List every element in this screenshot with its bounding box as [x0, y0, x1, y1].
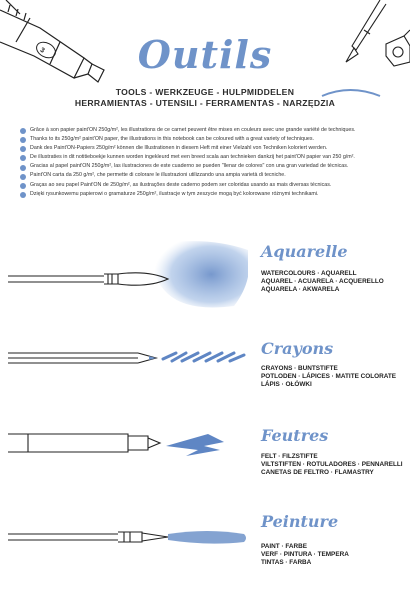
flag-icon	[20, 183, 26, 189]
pencil-icon	[8, 337, 248, 407]
flag-icon	[20, 128, 26, 134]
felt-pen-icon	[8, 424, 248, 494]
subtitle-line-2: HERRAMIENTAS - UTENSILI - FERRAMENTAS - NARZĘDZIA	[74, 98, 336, 108]
list-item: Graças ao seu papel Paint'ON de 250g/m², as ilustrações deste caderno podem ser coloridas usando as mais diversas técnicas.	[20, 182, 400, 191]
tool-name: Crayons	[261, 339, 334, 358]
tool-terms: CRAYONS · BUNTSTIFTE POTLODEN · LÁPICES · MATITE COLORATE LÁPIS · OŁÓWKI	[261, 365, 397, 388]
flag-icon	[20, 155, 26, 161]
flag-icon	[20, 174, 26, 180]
flag-icon	[20, 165, 26, 171]
tool-terms: WATERCOLOURS · AQUARELL AQUAREL · ACUARELA · ACQUERELLO AQUARELA · AKWARELA	[261, 270, 384, 293]
tool-name: Peinture	[261, 512, 339, 531]
language-list	[20, 127, 400, 200]
tube-label: 3	[38, 46, 46, 55]
list-item: Grâce à son papier paint'ON 250g/m², les illustrations de ce carnet peuvent être mises en couleurs avec une grande variété de techniques.	[20, 127, 400, 136]
tool-name: Feutres	[261, 426, 329, 445]
subtitle-line-1: TOOLS - WERKZEUGE - HULPMIDDELEN	[115, 87, 295, 97]
paint-brush-icon	[8, 510, 248, 580]
tool-name: Aquarelle	[261, 242, 348, 261]
list-item: Dank des Paint'ON-Papiers 250g/m² können die Illustrationen in diesem Heft mit einer Vielzahl von Techniken koloriert werden.	[20, 145, 400, 154]
list-item: De illustraties in dit notitieboekje kunnen worden ingekleurd met een breed scala aan technieken dankzij het paint'ON papier van 250 g/m².	[20, 154, 400, 163]
list-item: Gracias al papel paint'ON 250g/m², las ilustraciones de este cuaderno se pueden "llenar de colores" con una gran variedad de técnicas.	[20, 163, 400, 172]
watercolour-brush-icon	[8, 240, 248, 310]
flag-icon	[20, 192, 26, 198]
flag-icon	[20, 146, 26, 152]
list-item: Paint'ON carta da 250 g/m², che permette di colorare le illustrazioni utilizzando una ampia varietà di tecniche.	[20, 172, 400, 181]
list-item: Thanks to its 250g/m² paint'ON paper, the illustrations in this notebook can be coloured with a great variety of techniques.	[20, 136, 400, 145]
tool-terms: FELT · FILZSTIFTE VILTSTIFTEN · ROTULADORES · PENNARELLI CANETAS DE FELTRO · FLAMASTRY	[261, 453, 403, 476]
list-item: Dzięki rysunkowemu papierowi o gramaturze 250g/m², ilustracje w tym zeszycie mogą być kolorowane różnymi technikami.	[20, 191, 400, 200]
page-title: Outils	[137, 32, 273, 77]
tool-terms: PAINT · FARBE VERF · PINTURA · TEMPERA TINTAS · FARBA	[261, 543, 349, 566]
flag-icon	[20, 137, 26, 143]
